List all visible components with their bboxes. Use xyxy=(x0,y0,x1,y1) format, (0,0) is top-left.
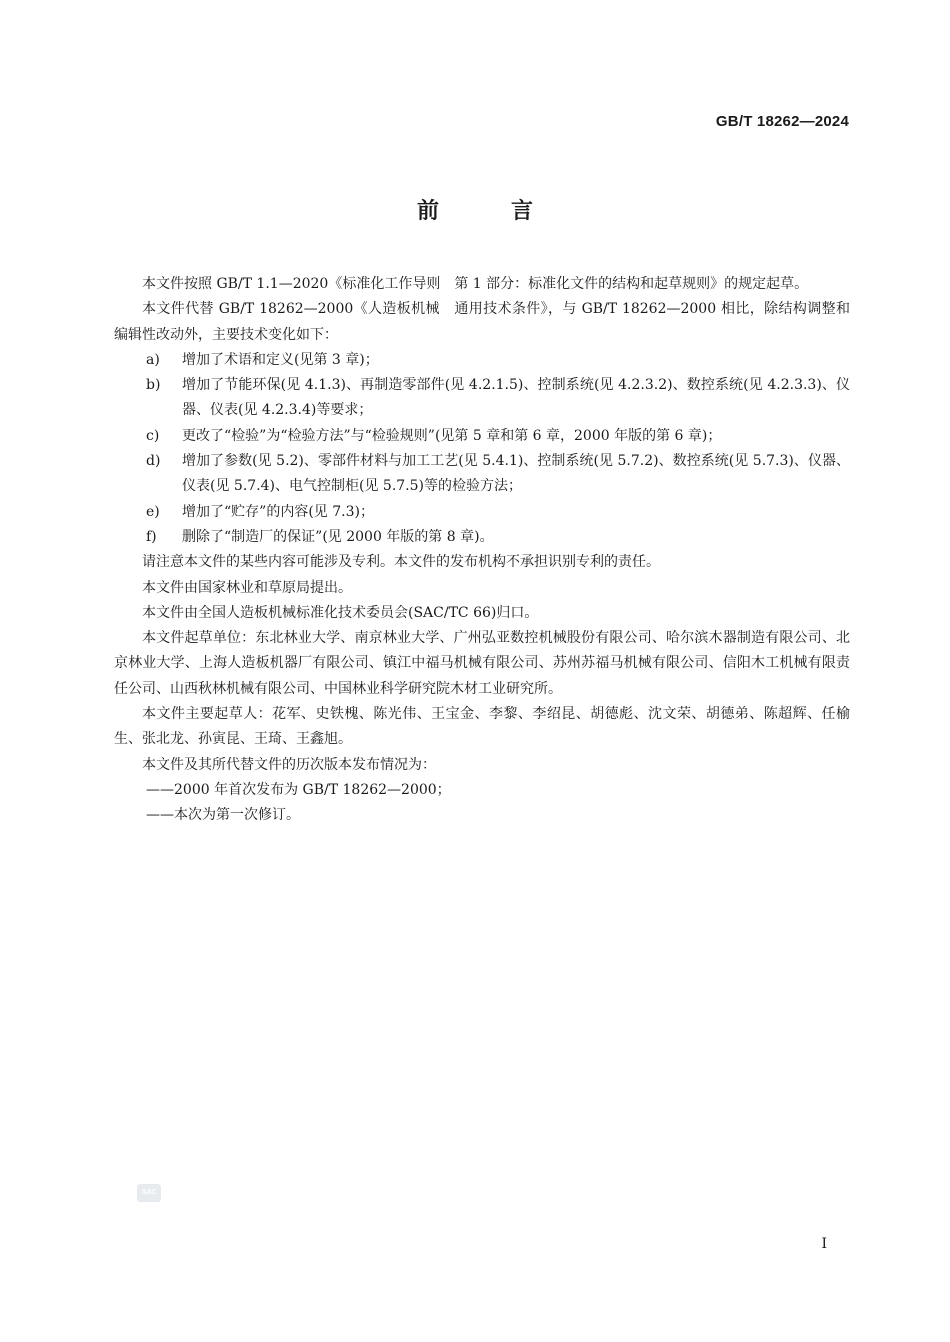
paragraph-drafters: 本文件主要起草人：花军、史铁槐、陈光伟、王宝金、李黎、李绍昆、胡德彪、沈文荣、胡德弟、陈超辉、任榆生、张北龙、孙寅昆、王琦、王鑫旭。 xyxy=(114,706,850,748)
paragraph-patent-notice: 请注意本文件的某些内容可能涉及专利。本文件的发布机构不承担识别专利的责任。 xyxy=(142,554,660,571)
history-item: ——本次为第一次修订。 xyxy=(146,807,300,824)
paragraph-committee: 本文件由全国人造板机械标准化技术委员会(SAC/TC 66)归口。 xyxy=(142,604,539,621)
paragraph-replacement: 本文件代替 GB/T 18262—2000《人造板机械 通用技术条件》，与 GB/T 18262—2000 相比，除结构调整和编辑性改动外，主要技术变化如下： xyxy=(114,301,850,343)
standard-code: GB/T 18262—2024 xyxy=(715,113,849,130)
sac-watermark-logo: SAC xyxy=(137,1184,161,1202)
history-item: ——2000 年首次发布为 GB/T 18262—2000； xyxy=(146,781,451,798)
list-item-text: 增加了节能环保(见 4.1.3)、再制造零部件(见 4.2.1.5)、控制系统(见 4.2.3.2)、数控系统(见 4.2.3.3)、仪器、仪表(见 4.2.3.4)等要求； xyxy=(182,377,850,419)
list-item xyxy=(114,525,850,550)
list-item-label: d) xyxy=(146,453,161,470)
change-list xyxy=(114,348,850,550)
document-body xyxy=(114,272,850,829)
page-title: 前言 xyxy=(416,199,605,224)
list-item xyxy=(114,500,850,525)
list-item-label: b) xyxy=(146,377,161,394)
list-item-text: 更改了“检验”为“检验方法”与“检验规则”(见第 5 章和第 6 章，2000 年版的第 6 章)； xyxy=(182,427,722,444)
paragraph-drafting-units: 本文件起草单位：东北林业大学、南京林业大学、广州弘亚数控机械股份有限公司、哈尔滨木器制造有限公司、北京林业大学、上海人造板机器厂有限公司、镇江中福马机械有限公司、苏州苏福马机械有限公司、信阳木工机械有限责任公司、山西秋林机械有限公司、中国林业科学研究院木材工业研究所。 xyxy=(114,630,850,697)
list-item-text: 增加了术语和定义(见第 3 章)； xyxy=(182,351,379,368)
list-item xyxy=(114,348,850,373)
paragraph-proposer: 本文件由国家林业和草原局提出。 xyxy=(142,579,352,596)
list-item-label: f) xyxy=(146,528,157,545)
list-item xyxy=(114,373,850,424)
list-item xyxy=(114,449,850,500)
list-item-text: 增加了“贮存”的内容(见 7.3)； xyxy=(182,503,374,520)
paragraph-history-intro: 本文件及其所代替文件的历次版本发布情况为： xyxy=(142,756,436,773)
list-item-text: 删除了“制造厂的保证”(见 2000 年版的第 8 章)。 xyxy=(182,528,494,545)
page-number: I xyxy=(821,1236,827,1252)
list-item-label: c) xyxy=(146,427,160,444)
list-item xyxy=(114,424,850,449)
list-item-label: a) xyxy=(146,351,160,368)
list-item-label: e) xyxy=(146,503,160,520)
list-item-text: 增加了参数(见 5.2)、零部件材料与加工工艺(见 5.4.1)、控制系统(见 5.7.2)、数控系统(见 5.7.3)、仪器、仪表(见 5.7.4)、电气控制柜(见 5.7.5)等的检验方法； xyxy=(182,453,850,495)
paragraph-drafting-rules: 本文件按照 GB/T 1.1—2020《标准化工作导则 第 1 部分：标准化文件的结构和起草规则》的规定起草。 xyxy=(142,276,809,292)
